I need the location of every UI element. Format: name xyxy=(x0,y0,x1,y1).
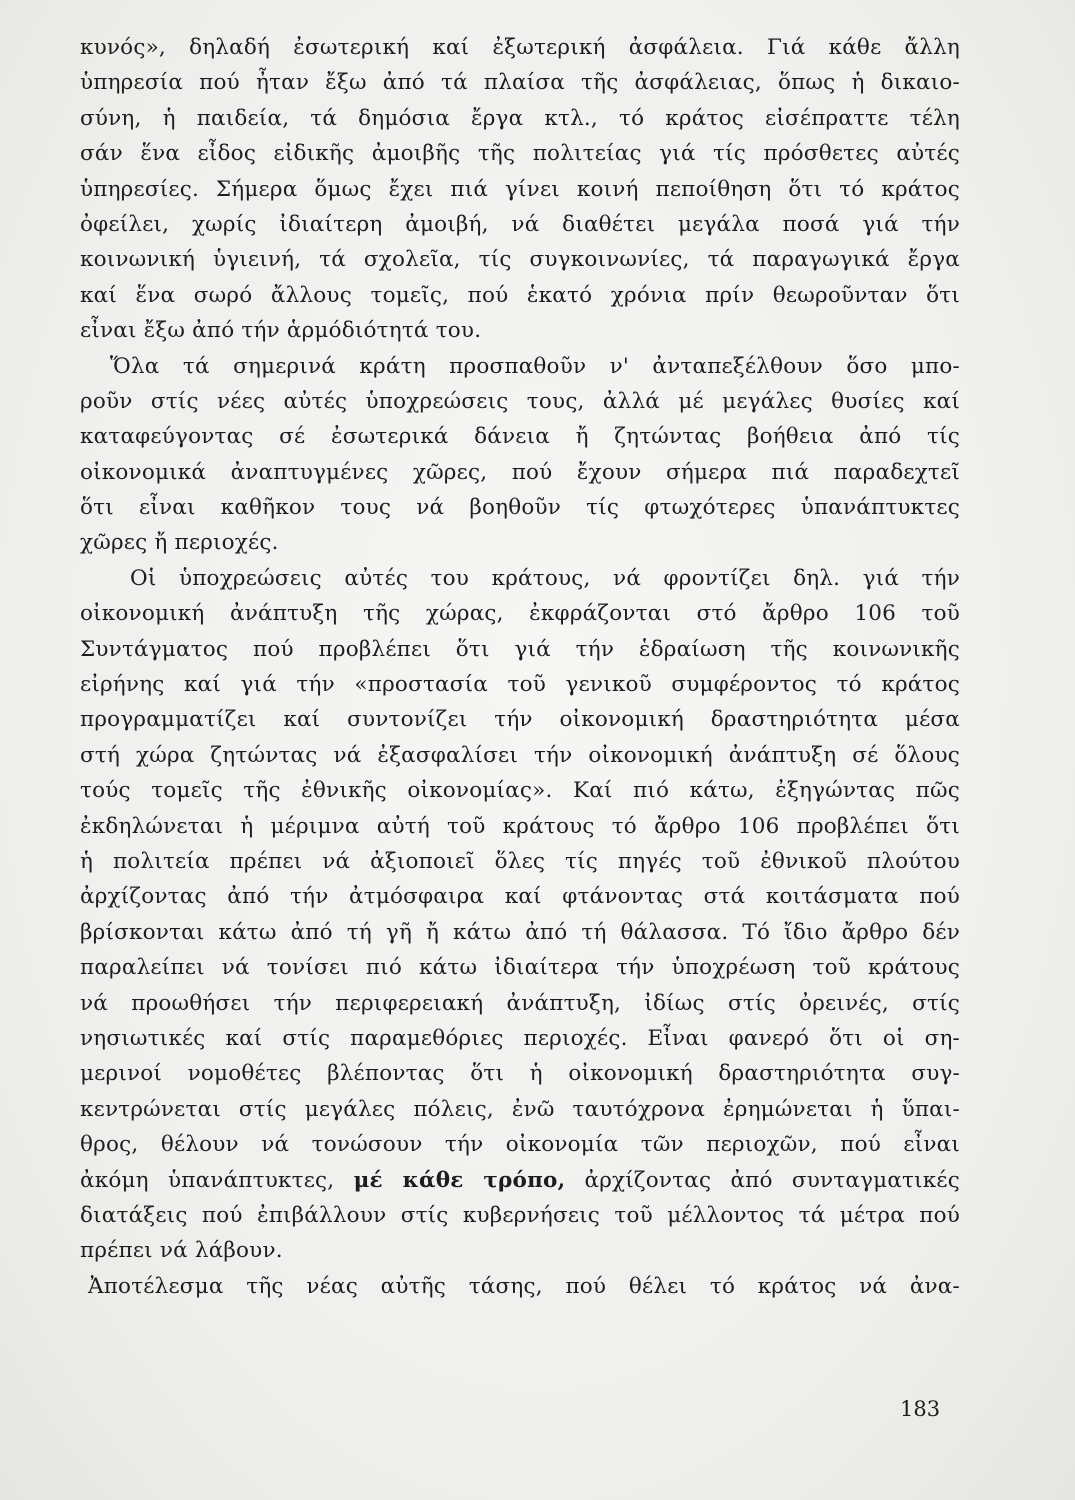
text-line: πρέπει νά λάβουν. xyxy=(80,1238,283,1264)
text-line: ὀφείλει, χωρίς ἰδιαίτερη ἀμοιβή, νά διαθέτει μεγάλα ποσά γιά τήν xyxy=(80,211,960,237)
text-line: σύνη, ἡ παιδεία, τά δημόσια ἔργα κτλ., τό κράτος εἰσέπραττε τέλη xyxy=(80,105,960,131)
bold-emphasis: μέ κάθε τρόπο, xyxy=(353,1167,566,1193)
text-line-part: ἀρχίζοντας ἀπό συνταγματικές xyxy=(584,1167,960,1193)
text-line: Συντάγματος πού προβλέπει ὅτι γιά τήν ἑδραίωση τῆς κοινωνικῆς xyxy=(80,636,960,662)
text-line: τούς τομεῖς τῆς ἐθνικῆς οἰκονομίας». Καί πιό κάτω, ἐξηγώντας πῶς xyxy=(80,778,960,804)
text-line: εἰρήνης καί γιά τήν «προστασία τοῦ γενικοῦ συμφέροντος τό κράτος xyxy=(80,672,960,698)
text-line: εἶναι ἔξω ἀπό τήν ἁρμόδιότητά του. xyxy=(80,318,482,344)
paragraph-start-line: Οἱ ὑποχρεώσεις αὐτές του κράτους, νά φροντίζει δηλ. γιά τήν xyxy=(130,565,960,591)
text-line: ἀρχίζοντας ἀπό τήν ἀτμόσφαιρα καί φτάνοντας στά κοιτάσματα πού xyxy=(80,884,960,910)
body-text xyxy=(80,30,960,1304)
text-line: σάν ἕνα εἶδος εἰδικῆς ἀμοιβῆς τῆς πολιτείας γιά τίς πρόσθετες αὐτές xyxy=(80,141,960,167)
text-line: νά προωθήσει τήν περιφερειακή ἀνάπτυξη, ἰδίως στίς ὀρεινές, στίς xyxy=(80,990,960,1016)
text-line: διατάξεις πού ἐπιβάλλουν στίς κυβερνήσεις τοῦ μέλλοντος τά μέτρα πού xyxy=(80,1202,960,1228)
text-line: ὑπηρεσίες. Σήμερα ὅμως ἔχει πιά γίνει κοινή πεποίθηση ὅτι τό κράτος xyxy=(80,176,960,202)
text-line: ὑπηρεσία πού ἦταν ἔξω ἀπό τά πλαίσα τῆς ἀσφάλειας, ὅπως ἡ δικαιο- xyxy=(80,70,960,96)
text-line: μερινοί νομοθέτες βλέποντας ὅτι ἡ οἰκονομική δραστηριότητα συγ- xyxy=(80,1061,960,1087)
text-line: ὅτι εἶναι καθῆκον τους νά βοηθοῦν τίς φτωχότερες ὑπανάπτυκτες xyxy=(80,495,960,521)
text-line: οἰκονομικά ἀναπτυγμένες χῶρες, πού ἔχουν σήμερα πιά παραδεχτεῖ xyxy=(80,459,960,485)
text-line: ἐκδηλώνεται ἡ μέριμνα αὐτή τοῦ κράτους τό ἄρθρο 106 προβλέπει ὅτι xyxy=(80,813,960,839)
text-line: κεντρώνεται στίς μεγάλες πόλεις, ἐνῶ ταυτόχρονα ἐρημώνεται ἡ ὕπαι- xyxy=(80,1096,960,1122)
text-line-with-emphasis xyxy=(80,1163,960,1198)
text-line: νησιωτικές καί στίς παραμεθόριες περιοχές. Εἶναι φανερό ὅτι οἱ ση- xyxy=(80,1025,960,1051)
paragraph-start-line: Ἀποτέλεσμα τῆς νέας αὐτῆς τάσης, πού θέλει τό κράτος νά ἀνα- xyxy=(88,1273,960,1299)
text-line: βρίσκονται κάτω ἀπό τή γῆ ἤ κάτω ἀπό τή θάλασσα. Τό ἴδιο ἄρθρο δέν xyxy=(80,919,960,945)
text-line: ροῦν στίς νέες αὐτές ὑποχρεώσεις τους, ἀλλά μέ μεγάλες θυσίες καί xyxy=(80,388,960,414)
text-line: καί ἕνα σωρό ἄλλους τομεῖς, πού ἑκατό χρόνια πρίν θεωροῦνταν ὅτι xyxy=(80,282,960,308)
paragraph-start-line: Ὅλα τά σημερινά κράτη προσπαθοῦν ν' ἀνταπεξέλθουν ὅσο μπο- xyxy=(110,353,960,379)
text-line: κυνός», δηλαδή ἐσωτερική καί ἐξωτερική ἀσφάλεια. Γιά κάθε ἄλλη xyxy=(80,35,960,60)
text-line-part: ἀκόμη ὑπανάπτυκτες, xyxy=(80,1167,335,1193)
text-line: παραλείπει νά τονίσει πιό κάτω ἰδιαίτερα τήν ὑποχρέωση τοῦ κράτους xyxy=(80,955,960,981)
page-number: 183 xyxy=(900,1397,941,1421)
text-line: ἡ πολιτεία πρέπει νά ἀξιοποιεῖ ὅλες τίς πηγές τοῦ ἐθνικοῦ πλούτου xyxy=(80,848,960,874)
text-line: στή χώρα ζητώντας νά ἐξασφαλίσει τήν οἰκονομική ἀνάπτυξη σέ ὅλους xyxy=(80,742,960,768)
text-line: κοινωνική ὑγιεινή, τά σχολεῖα, τίς συγκοινωνίες, τά παραγωγικά ἔργα xyxy=(80,247,960,273)
text-line: θρος, θέλουν νά τονώσουν τήν οἰκονομία τῶν περιοχῶν, πού εἶναι xyxy=(80,1132,960,1158)
text-line: χῶρες ἤ περιοχές. xyxy=(80,530,279,556)
text-line: προγραμματίζει καί συντονίζει τήν οἰκονομική δραστηριότητα μέσα xyxy=(80,707,960,733)
text-line: καταφεύγοντας σέ ἐσωτερικά δάνεια ἤ ζητώντας βοήθεια ἀπό τίς xyxy=(80,424,960,450)
text-line: οἰκονομική ἀνάπτυξη τῆς χώρας, ἐκφράζονται στό ἄρθρο 106 τοῦ xyxy=(80,601,960,627)
